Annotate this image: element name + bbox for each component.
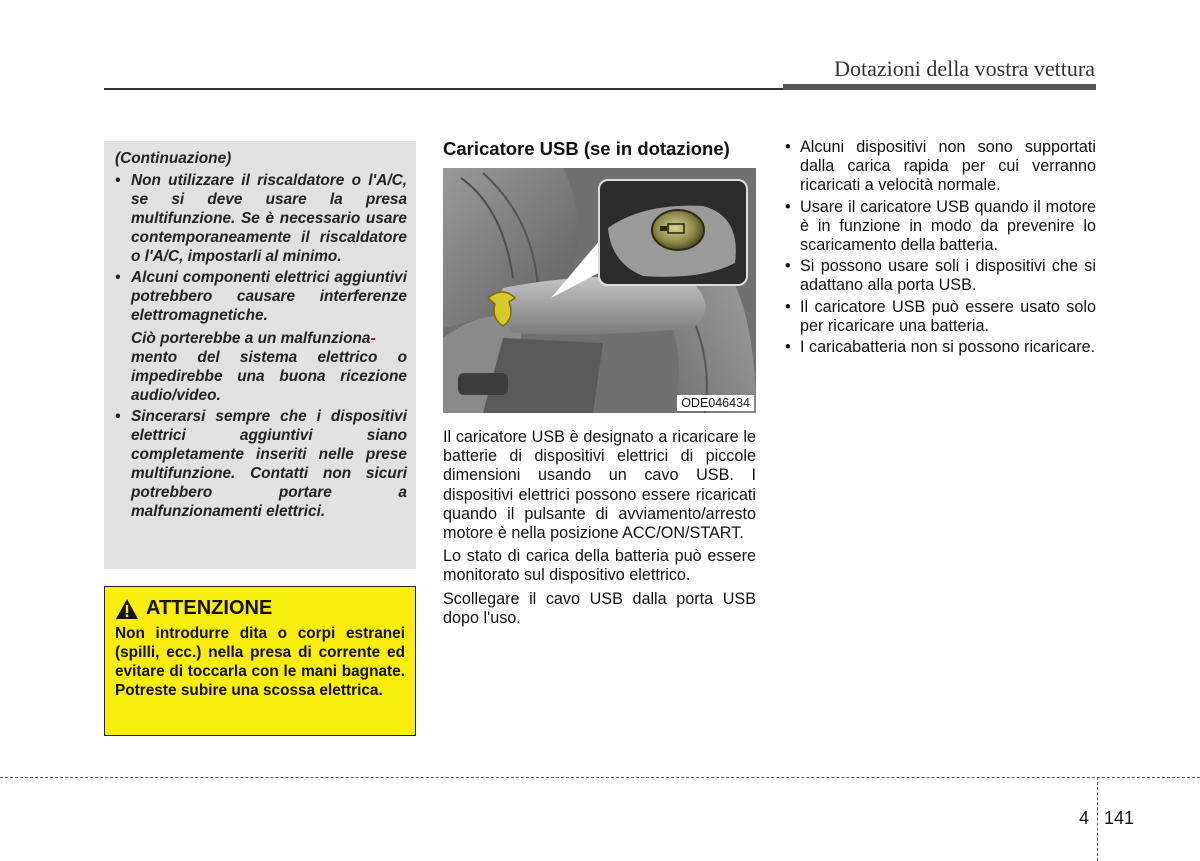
continuation-note-box: [104, 141, 416, 569]
list-item-text: Usare il caricatore USB quando il motore è in funzione in modo da prevenire lo scaricamento della batteria.: [800, 197, 1096, 255]
bullet: •: [785, 338, 791, 357]
usb-description: [443, 428, 756, 632]
bullet: •: [115, 172, 121, 189]
page-number: 141: [1104, 808, 1135, 828]
note-item: [115, 268, 407, 405]
section-title: Dotazioni della vostra vettura: [834, 56, 1095, 81]
note-item-text: Non utilizzare il riscaldatore o l'A/C, se si deve usare la presa multifunzione. Se è necessario usare contemporaneamente il riscaldatore o l'A/C, impostarli al minimo.: [131, 172, 407, 265]
usb-paragraph: Lo stato di carica della batteria può essere monitorato sul dispositivo elettrico.: [443, 547, 756, 585]
usb-paragraph: Scollegare il cavo USB dalla porta USB dopo l'uso.: [443, 589, 756, 627]
note-item-continuation: [131, 329, 407, 405]
usb-charger-heading: Caricatore USB (se in dotazione): [443, 138, 730, 159]
list-item: [784, 198, 1096, 256]
usb-notes-list: [784, 138, 1096, 357]
list-item: [784, 298, 1096, 336]
warning-box: [104, 586, 416, 736]
bullet: •: [785, 257, 791, 276]
list-item: [784, 257, 1096, 295]
note-heading: (Continuazione): [115, 150, 232, 167]
usb-notes-column: [784, 138, 1096, 359]
car-interior-drawing: [443, 168, 756, 413]
bullet: •: [785, 197, 791, 216]
continuation-text-end: mento del sistema elettrico o impedirebbe una buona ricezione audio/video.: [131, 349, 407, 404]
bullet: •: [785, 138, 791, 156]
list-item-text: I caricabatteria non si possono ricaricare.: [800, 338, 1096, 357]
bullet: •: [115, 269, 121, 286]
footer-divider: [0, 777, 1200, 778]
list-item-text: Il caricatore USB può essere usato solo per ricaricare una batteria.: [800, 297, 1096, 335]
bullet: •: [115, 408, 121, 425]
header-rule-accent: [783, 84, 1096, 90]
warning-text: Non introdurre dita o corpi estranei (spilli, ecc.) nella presa di corrente ed evitare di toccarla con le mani bagnate. Potreste subire una scossa elettrica.: [115, 625, 405, 699]
footer-vertical-divider: [1097, 777, 1098, 861]
continuation-text-start: Ciò porterebbe a un malfunziona: [131, 330, 371, 347]
figure-code: ODE046434: [677, 395, 754, 411]
note-item-text: Sincerarsi sempre che i dispositivi elettrici aggiuntivi siano completamente inseriti nelle prese multifunzione. Contatti non sicuri potrebbero portare a malfunzionamenti elettrici.: [131, 408, 407, 520]
note-item-text: Alcuni componenti elettrici aggiuntivi potrebbero causare interferenze elettromagnetiche.: [131, 269, 407, 324]
note-item: [115, 407, 407, 521]
warning-header: [115, 597, 405, 620]
list-item-text: Alcuni dispositivi non sono supportati dalla carica rapida per cui verranno ricaricati a velocità normale.: [800, 138, 1096, 195]
list-item-text: Si possono usare soli i dispositivi che si adattano alla porta USB.: [800, 257, 1096, 295]
warning-title: ATTENZIONE: [146, 597, 273, 619]
list-item: [784, 338, 1096, 357]
hyphen-mark: -: [370, 330, 376, 347]
usb-charger-illustration: [443, 168, 756, 413]
list-item: [784, 138, 1096, 196]
warning-triangle-icon: [115, 598, 139, 620]
usb-paragraph: Il caricatore USB è designato a ricaricare le batterie di dispositivi elettrici di piccole dimensioni usando un cavo USB. I dispositivi elettrici possono essere ricaricati quando il pulsante di avviamento/arresto motore è nella posizione ACC/ON/START.: [443, 428, 756, 543]
note-list: [115, 171, 407, 521]
note-item: [115, 171, 407, 266]
bullet: •: [785, 297, 791, 316]
chapter-number: 4: [1079, 808, 1090, 828]
